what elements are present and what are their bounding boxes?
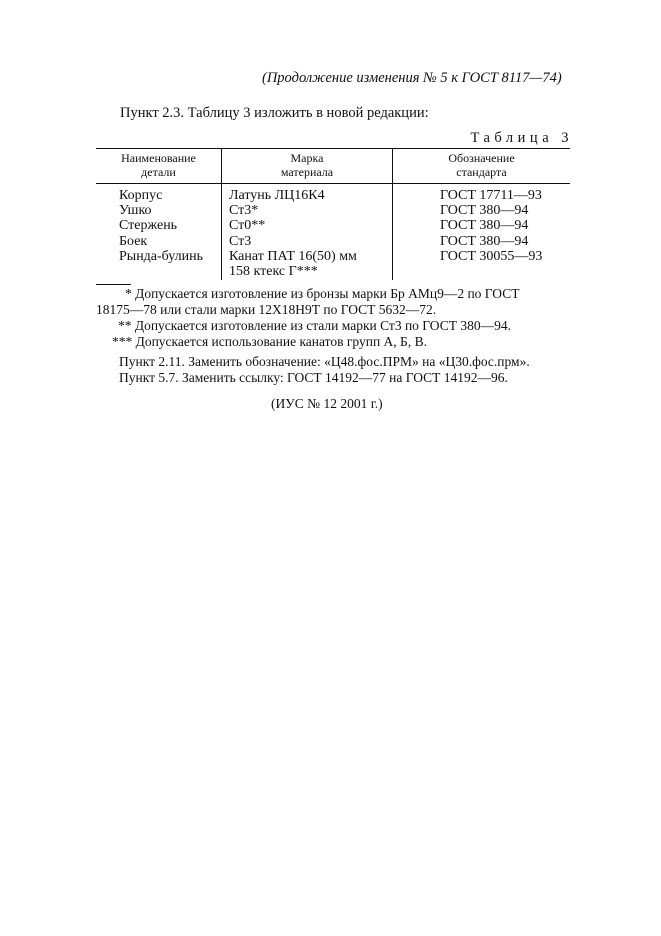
table-top-rule [96, 148, 570, 149]
table-cell-material: Латунь ЛЦ16К4 [229, 188, 325, 203]
table-header-part: Наименование детали [121, 151, 196, 179]
table-cell-standard: ГОСТ 30055—93 [440, 249, 543, 264]
table-header-standard: Обозначение стандарта [448, 151, 515, 179]
paragraph-2-11: Пункт 2.11. Заменить обозначение: «Ц48.фос.ПРМ» на «Ц30.фос.прм». [119, 354, 530, 369]
table-cell-material: Ст0** [229, 218, 266, 233]
table-cell-standard: ГОСТ 380—94 [440, 218, 529, 233]
table-cell-material: Канат ПАТ 16(50) мм [229, 249, 357, 264]
footnote-1: * Допускается изготовление из бронзы марки Бр АМц9—2 по ГОСТ [125, 286, 520, 301]
table-cell-standard: ГОСТ 17711—93 [440, 188, 542, 203]
table-header-material: Марка материала [280, 151, 334, 179]
footnote-2: ** Допускается изготовление из стали марки Ст3 по ГОСТ 380—94. [118, 318, 511, 333]
footnote-1-continued: 18175—78 или стали марки 12Х18Н9Т по ГОСТ 5632—72. [96, 302, 437, 317]
table-cell-part: Рында-булинь [119, 249, 204, 264]
table-cell-part: Боек [119, 234, 148, 249]
table-cell-standard: ГОСТ 380—94 [440, 203, 529, 218]
paragraph-5-7: Пункт 5.7. Заменить ссылку: ГОСТ 14192—77 на ГОСТ 14192—96. [119, 370, 508, 385]
table-header-rule [96, 183, 570, 184]
ius-reference: (ИУС № 12 2001 г.) [271, 396, 383, 411]
table-cell-part: Ушко [119, 203, 152, 218]
footnote-3: *** Допускается использование канатов групп А, Б, В. [112, 334, 427, 349]
table-cell-part: Стержень [119, 218, 178, 233]
table-cell-part: Корпус [119, 188, 163, 203]
table-cell-material: Ст3* [229, 203, 259, 218]
intro-paragraph: Пункт 2.3. Таблицу 3 изложить в новой редакции: [120, 105, 429, 121]
table-cell-material: Ст3 [229, 234, 252, 249]
footnote-separator [96, 284, 131, 285]
table-cell-material-continued: 158 ктекс Г*** [229, 264, 318, 279]
document-header: (Продолжение изменения № 5 к ГОСТ 8117—74) [262, 70, 562, 86]
table-label: Таблица 3 [470, 130, 573, 146]
table-cell-standard: ГОСТ 380—94 [440, 234, 529, 249]
